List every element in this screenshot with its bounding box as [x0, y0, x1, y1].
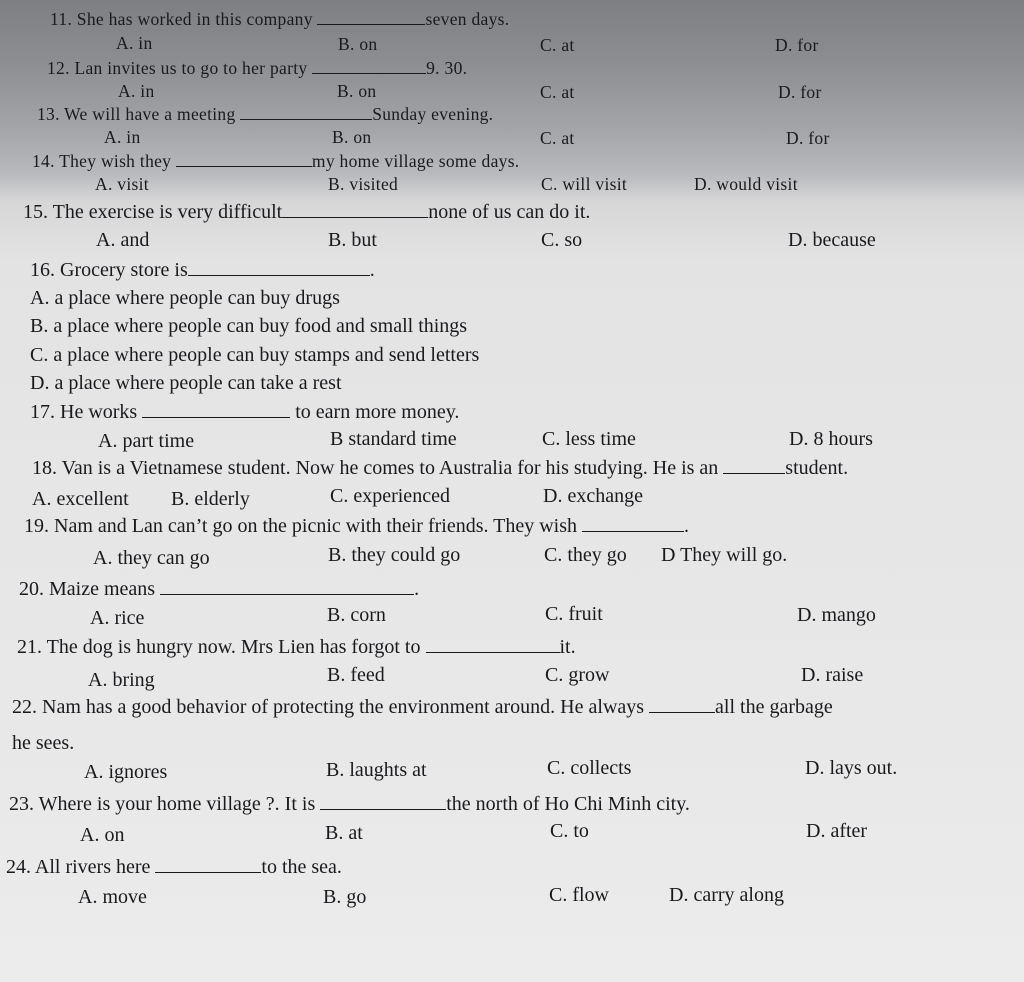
- question-stem-end: .: [684, 515, 690, 537]
- question-stem-end: .: [414, 578, 420, 600]
- option-d: D. a place where people can take a rest: [30, 372, 342, 394]
- question-stem-end: 9. 30.: [426, 58, 468, 78]
- option-d: D. 8 hours: [789, 428, 873, 450]
- answer-blank: [155, 854, 261, 873]
- answer-blank: [160, 576, 414, 595]
- option-d: D. exchange: [543, 485, 643, 507]
- answer-blank: [188, 257, 370, 276]
- question-18: [32, 455, 848, 480]
- question-stem: 18. Van is a Vietnamese student. Now he comes to Australia for his studying. He is an: [32, 457, 719, 479]
- option-b: B. go: [323, 886, 367, 908]
- option-b: B. feed: [327, 664, 385, 686]
- question-stem: 12. Lan invites us to go to her party: [47, 58, 308, 78]
- option-a: A. ignores: [84, 761, 168, 783]
- option-d: D. because: [788, 229, 876, 251]
- question-19: [24, 513, 689, 538]
- option-d: D. for: [778, 82, 822, 102]
- question-stem: 13. We will have a meeting: [37, 104, 236, 124]
- question-stem: 11. She has worked in this company: [50, 9, 313, 29]
- question-24: [6, 854, 342, 879]
- option-a: A. excellent: [32, 488, 129, 510]
- option-c: C. less time: [542, 428, 636, 450]
- option-a: A. on: [80, 824, 125, 846]
- question-stem-end: to earn more money.: [295, 401, 460, 423]
- option-c: C. at: [540, 35, 575, 55]
- question-12: [47, 55, 467, 80]
- option-d: D. after: [806, 820, 868, 842]
- option-c: C. to: [550, 820, 589, 842]
- question-22-continuation: he sees.: [12, 732, 75, 754]
- question-20: [19, 576, 419, 601]
- answer-blank: [176, 148, 312, 167]
- question-stem-end: student.: [785, 457, 849, 479]
- question-stem-end: none of us can do it.: [428, 201, 591, 223]
- option-a: A. and: [96, 229, 150, 251]
- option-b: B. visited: [328, 174, 399, 194]
- option-b: B. on: [332, 127, 372, 147]
- option-a: A. in: [116, 33, 153, 53]
- option-c: C. grow: [545, 664, 610, 686]
- option-c: C. collects: [547, 757, 632, 779]
- answer-blank: [723, 455, 785, 474]
- option-b: B. at: [325, 822, 363, 844]
- option-a: A. in: [104, 127, 141, 147]
- question-15: [23, 199, 590, 224]
- option-a: A. rice: [90, 607, 145, 629]
- option-b: B. a place where people can buy food and small things: [30, 315, 468, 337]
- question-14: [32, 148, 519, 173]
- answer-blank: [320, 791, 446, 810]
- option-d: D. for: [786, 128, 830, 148]
- option-c: C. will visit: [541, 174, 628, 194]
- option-c: C. at: [540, 82, 575, 102]
- option-d: D. mango: [797, 604, 876, 626]
- option-a: A. move: [78, 886, 147, 908]
- answer-blank: [282, 199, 428, 218]
- answer-blank: [426, 634, 560, 653]
- option-d: D. carry along: [669, 884, 784, 906]
- option-b: B standard time: [330, 428, 457, 450]
- question-stem: 22. Nam has a good behavior of protecting the environment around. He always: [12, 696, 645, 718]
- question-stem: 17. He works: [30, 401, 138, 423]
- question-17: [30, 399, 459, 424]
- option-d: D They will go.: [661, 544, 788, 566]
- question-stem-end: Sunday evening.: [372, 104, 494, 124]
- option-b: B. corn: [327, 604, 386, 626]
- option-a: A. they can go: [93, 547, 210, 569]
- question-stem: 15. The exercise is very difficult: [23, 201, 283, 223]
- option-a: A. visit: [95, 174, 149, 194]
- option-c: C. flow: [549, 884, 609, 906]
- option-c: C. at: [540, 128, 575, 148]
- question-stem-end: the north of Ho Chi Minh city.: [446, 793, 690, 815]
- option-b: B. on: [338, 34, 378, 54]
- option-c: C. experienced: [330, 485, 450, 507]
- option-b: B. on: [337, 81, 377, 101]
- answer-blank: [649, 694, 715, 713]
- option-d: D. would visit: [694, 174, 798, 194]
- option-b: B. they could go: [328, 544, 461, 566]
- question-stem-end: my home village some days.: [311, 151, 520, 171]
- option-b: B. elderly: [171, 488, 250, 510]
- question-11: [50, 6, 509, 31]
- answer-blank: [312, 55, 426, 74]
- answer-blank: [142, 399, 290, 418]
- question-13: [37, 101, 493, 126]
- option-b: B. but: [328, 229, 377, 251]
- option-c: C. so: [541, 229, 583, 251]
- option-d: D. raise: [801, 664, 864, 686]
- option-d: D. lays out.: [805, 757, 898, 779]
- option-b: B. laughts at: [326, 759, 427, 781]
- question-stem-end: .: [369, 259, 375, 281]
- question-16: [30, 257, 375, 282]
- answer-blank: [317, 6, 425, 25]
- question-stem-end: all the garbage: [715, 696, 833, 718]
- option-c: C. they go: [544, 544, 627, 566]
- question-22: [12, 694, 833, 719]
- question-21: [17, 634, 576, 659]
- question-23: [9, 791, 690, 816]
- question-stem-end: to the sea.: [261, 856, 342, 878]
- option-d: D. for: [775, 35, 819, 55]
- answer-blank: [582, 513, 684, 532]
- question-stem: 20. Maize means: [19, 578, 156, 600]
- question-stem: 14. They wish they: [32, 151, 172, 171]
- option-a: A. part time: [98, 430, 195, 452]
- question-stem: 16. Grocery store is: [30, 259, 188, 281]
- question-stem: 23. Where is your home village ?. It is: [9, 793, 316, 815]
- option-a: A. a place where people can buy drugs: [30, 287, 340, 309]
- question-stem: 21. The dog is hungry now. Mrs Lien has forgot to: [17, 636, 421, 658]
- option-c: C. a place where people can buy stamps and send letters: [30, 344, 480, 366]
- option-a: A. in: [118, 81, 155, 101]
- answer-blank: [240, 101, 372, 120]
- question-stem: 24. All rivers here: [6, 856, 151, 878]
- question-stem-end: it.: [559, 636, 576, 658]
- question-stem-end: seven days.: [425, 9, 510, 29]
- option-c: C. fruit: [545, 603, 603, 625]
- option-a: A. bring: [88, 669, 155, 691]
- question-stem: 19. Nam and Lan can’t go on the picnic with their friends. They wish: [24, 515, 578, 537]
